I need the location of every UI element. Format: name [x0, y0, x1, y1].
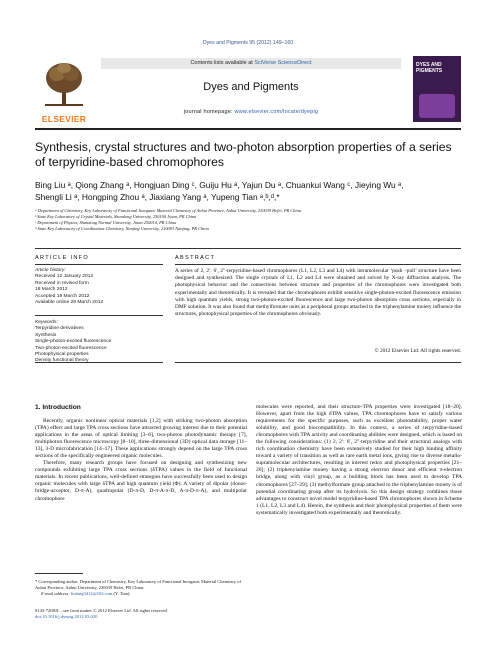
sciencedirect-link[interactable]: SciVerse ScienceDirect: [254, 60, 312, 66]
affiliation-item: ᵃ Department of Chemistry, Key Laboratory of Functional Inorganic Material Chemistry of Anhui Province, Anhui University, 230039 Hefei, PR China: [35, 208, 302, 213]
homepage-link[interactable]: www.elsevier.com/locate/dyepig: [234, 109, 319, 115]
article-title: Synthesis, crystal structures and two-photon absorption properties of a series of terpyridine-based chromophores: [35, 140, 452, 169]
affiliations: [35, 208, 461, 232]
journal-homepage: [101, 109, 401, 115]
affiliation-item: ᵈ State Key Laboratory of Coordination Chemistry, Nanjing University, 210093 Nanjing, PR China: [35, 226, 209, 231]
footnote: [35, 579, 247, 596]
article-history: [35, 268, 163, 306]
paragraph: Recently, organic nonlinear optical materials [1,2] with striking two-photon absorption (TPA) effect and large TPA cross sections have attracted growing interest due to their potential applications in the areas of optical limiting [3–6], two-photon photodynamic therapy [7], multiphoton fluorescence microscopy [8–10], three-dimensional (3D) optical data storage [11–13], 3-D microfabrication [14–17]. These applications strongly depend on the large TPA cross sections of the specifically engineered organic molecules.: [35, 418, 247, 460]
left-column: [35, 418, 247, 503]
email-link[interactable]: liubing3412@163.com: [70, 590, 113, 596]
paragraph: molecules were reported, and their structure-TPA properties were investigated [18–20]. However, apart from the high δTPA values, TPA chromophores have to satisfy various requirements for the specific purposes, such as excellent photostability, proper water solubility, and good biocompatibility. In this context, a series of terpyridine-based chromophores with TPA activity and coordinating abilities were designed, which is based on the following considerations: (1) 2, 2′: 6′, 2″-terpyridine and their structural analogs with rich coordination chemistry have been extensively studied for their high binding affinity toward a variety of transition as well as rare earth metal ions, giving rise to diverse metallo-supramolecular architectures, resulting in interest redox and photophysical properties [21–26]; (2) triphenylamine moiety having a strong electron donor and efficient π-electron bridge, along with vinyl group, as a building block has been used to develop TPA chromophores [27–29]; (3) methylformate group attached to the triphenylamine moiety is of potential coordinating group after its hydrolysis. So this design strategy combines those advantages to construct novel model terpyridine-based TPA chromophores shown in Scheme 1 (L1, L2, L3 and L4). Herein, the synthesis and their photophysical properties of them were systematically investigated both experimentally and theoretically.: [256, 404, 462, 516]
authors-line-2[interactable]: Shengli Li ᵃ, Hongping Zhou ᵃ, Jiaxiang Yang ᵃ, Yupeng Tian ᵃ,ᵇ,ᵈ,*: [35, 191, 280, 202]
elsevier-logo[interactable]: [35, 56, 93, 124]
authors-line-1[interactable]: Bing Liu ᵃ, Qiong Zhang ᵃ, Hongjuan Ding ᶜ, Guiju Hu ᵃ, Yajun Du ᵃ, Chuankui Wang ᶜ, Jieying Wu ᵃ,: [35, 180, 404, 190]
history-item: Available online 29 March 2012: [35, 300, 104, 306]
history-item: Accepted 19 March 2012: [35, 293, 90, 299]
email-suffix: (Y. Tian).: [112, 590, 131, 596]
keyword-item: Single-photon-excited fluorescence: [35, 339, 112, 345]
history-label: Article history:: [35, 268, 66, 273]
contents-bar: [101, 58, 401, 69]
corresponding-author-note: * Corresponding author. Department of Chemistry, Key Laboratory of Functional Inorganic Material Chemistry of Anhui Province, Anhui University, 230039 Hefei, PR China.: [35, 579, 241, 590]
email-label: E-mail address:: [41, 590, 71, 596]
affiliation-item: ᵇ State Key Laboratory of Crystal Materials, Shandong University, 250100 Jinan, PR China: [35, 214, 197, 219]
copyright: © 2012 Elsevier Ltd. All rights reserved.: [374, 348, 461, 354]
journal-masthead: [101, 56, 401, 124]
history-item: Received 12 January 2012: [35, 274, 94, 280]
keyword-item: Two-photon-excited fluorescence: [35, 345, 107, 351]
contents-text: Contents lists available at: [190, 60, 255, 66]
cover-art: [419, 94, 455, 118]
abstract-text: A series of 2, 2′: 6′, 2″-terpyridine-based chromophores (L1, L2, L3 and L4) with intramolecular ‘push –pull’ structure have been designed and synthesized. The single crystals of L1, L2 and L4 were obtained and solved by X-ray diffraction analysis. The photophysical behavior and the connections between structure and properties of the chromophores were investigated both experimentally and theoretically. It is revealed that the chromophores exhibit sensitive single-photon-excited fluorescence emission with high quantum yields, strong two-photon-excited fluorescence and large two-photon absorption cross sections, especially in DMF solution. It was also found that methylformate units as a peripheral groups attached to the triphenylamine moiety influence the structures, photophysical properties of the chromophores obviously.: [175, 268, 461, 318]
divider: [175, 362, 461, 363]
affiliation-item: ᶜ Department of Physics, Shandong Normal University, Jinan 250014, PR China: [35, 220, 177, 225]
divider: [35, 315, 163, 316]
divider: [35, 362, 163, 363]
section-heading: 1. Introduction: [35, 404, 81, 411]
divider: [35, 264, 163, 265]
abstract-heading: ABSTRACT: [175, 255, 216, 261]
keywords-label: Keywords:: [35, 320, 58, 325]
article-info-heading: ARTICLE INFO: [35, 255, 90, 261]
citation-line[interactable]: Dyes and Pigments 95 (2012) 149–160: [202, 40, 294, 46]
email-line: [35, 591, 247, 597]
header-rule: [35, 128, 461, 130]
history-item: Received in revised form: [35, 280, 89, 286]
elsevier-tree-icon: [43, 60, 85, 108]
divider: [35, 248, 461, 249]
journal-header: [35, 56, 461, 126]
keyword-item: Synthesis: [35, 332, 57, 338]
bottom-matter: [35, 608, 335, 620]
elsevier-wordmark: ELSEVIER: [41, 114, 87, 124]
homepage-text: journal homepage:: [183, 109, 235, 115]
history-item: 18 March 2012: [35, 287, 68, 293]
issn-line: 0143-7208/$ – see front matter © 2012 Elsevier Ltd. All rights reserved.: [35, 608, 168, 613]
keyword-item: Photophysical properties: [35, 352, 89, 358]
cover-title: DYES AND PIGMENTS: [416, 62, 443, 74]
paragraph: Therefore, many research groups have focused on designing and synthesizing new compounds exhibiting large TPA cross sections (δTPA) values in the field of functional materials. In recent publications, well-defined strategies have successfully been used to design organic molecules with large δTPA and high quantum yield (Φ). A variety of dipolar (donor-bridge-acceptor, D-π-A), quadrupolar (D-π-D, D-π-A-π-D, A-π-D-π-A), and multipolar chromophore: [35, 460, 247, 502]
footnote-rule: [35, 573, 83, 574]
divider: [175, 264, 461, 265]
keyword-item: Density functional theory: [35, 358, 89, 364]
keywords: [35, 320, 163, 365]
author-list: [35, 180, 465, 203]
journal-name: Dyes and Pigments: [203, 81, 299, 93]
doi-link[interactable]: doi:10.1016/j.dyepig.2012.03.020: [35, 614, 98, 619]
keyword-item: Terpyridine derivatives: [35, 326, 84, 332]
right-column: [256, 404, 462, 517]
journal-cover-image[interactable]: [413, 56, 461, 122]
